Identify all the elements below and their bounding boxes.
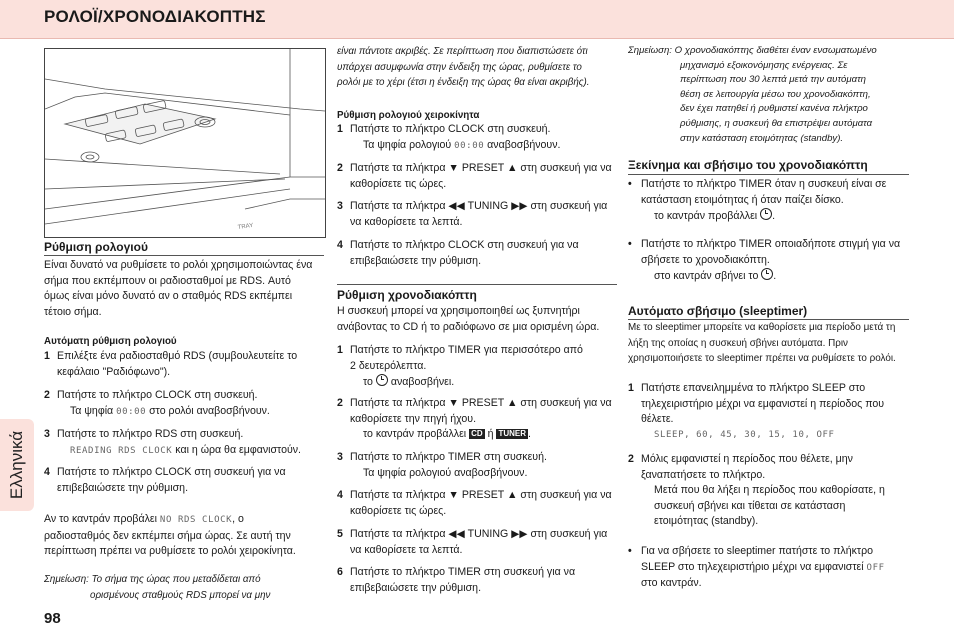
- subheading-auto-clock: Αυτόματη ρύθμιση ρολογιού: [44, 336, 177, 347]
- step-text: Πατήστε το πλήκτρο TIMER οποιαδήποτε στιγμή για να: [641, 238, 901, 250]
- energy-note: [628, 44, 877, 146]
- note-line: είναι πάντοτε ακριβές. Σε περίπτωση που διαπιστώσετε ότι: [337, 46, 588, 57]
- step-text: Πατήστε το πλήκτρο CLOCK στη συσκευή.: [57, 389, 258, 401]
- lcd-display-text: 00:00: [454, 140, 485, 151]
- step-text: το καντράν προβάλλει: [363, 428, 470, 440]
- step-text: επιβεβαιώσετε την ρύθμιση.: [57, 481, 189, 494]
- step-text: .: [772, 210, 776, 222]
- timer-clock-icon: [376, 374, 388, 386]
- subheading-manual-clock: Ρύθμιση ρολογιού χειροκίνητα: [337, 110, 480, 121]
- step-text: SLEEP στο τηλεχειριστήριο μέχρι να εμφανιστεί: [641, 560, 867, 573]
- step-text: Πατήστε το πλήκτρο TIMER στη συσκευή για να: [350, 566, 576, 578]
- note-continuation: [337, 44, 590, 91]
- step-number: 5: [337, 528, 343, 540]
- text-line: ραδιοσταθμός δεν εκπέμπει σήμα ώρας. Σε αυτή την: [44, 529, 291, 542]
- step-text: ξαναπατήσετε το πλήκτρο.: [641, 468, 766, 481]
- step-text: Μετά που θα λήξει η περίοδος που καθορίσατε, η: [654, 484, 885, 496]
- step-number: 4: [337, 489, 343, 501]
- heading-rule: [628, 174, 909, 175]
- section-heading-sleeptimer: Αυτόματο σβήσιμο (sleeptimer): [628, 304, 808, 318]
- manual-step-3: [337, 199, 607, 230]
- step-text: καθορίσετε τις ώρες.: [350, 504, 447, 517]
- step-text: επιβεβαιώσετε την ρύθμιση.: [350, 581, 482, 594]
- step-text: καθορίσετε τις ώρες.: [350, 177, 447, 190]
- rds-note: [44, 572, 270, 603]
- step-text: να καθορίσετε τα λεπτά.: [350, 215, 463, 228]
- sleep-step-1: [628, 381, 884, 443]
- step-number: 2: [337, 162, 343, 174]
- sleep-step-2: [628, 452, 885, 530]
- step-number: 2: [628, 453, 634, 465]
- lcd-display-text: OFF: [866, 562, 885, 573]
- step-text: σβήσετε το χρονοδιακόπτη.: [641, 253, 770, 266]
- step-text: Πατήστε τα πλήκτρα ▼ PRESET ▲ στη συσκευή για να: [350, 489, 612, 501]
- section-rule: [337, 284, 617, 285]
- step-text: Τα ψηφία: [70, 404, 117, 417]
- text-line: περίπτωση πρέπει να ρυθμίσετε το ρολόι χειροκίνητα.: [44, 545, 296, 557]
- step-text: Μόλις εμφανιστεί η περίοδος που θέλετε, μην: [641, 453, 853, 465]
- step-text: Πατήστε τα πλήκτρα ▼ PRESET ▲ στη συσκευή για να: [350, 162, 612, 174]
- step-number: 2: [337, 397, 343, 409]
- text-line: ανάβοντας το CD ή το ραδιόφωνο σε μια ορισμένη ώρα.: [337, 320, 600, 333]
- note-line: υπάρχει ασυμφωνία στην ένδειξη της ώρας, ρυθμίσετε το: [337, 61, 582, 73]
- note-line: περίπτωση που 30 λεπτά μετά την αυτόματη: [680, 74, 867, 86]
- step-text: στο καντράν.: [641, 577, 702, 589]
- step-text: Πατήστε το πλήκτρο CLOCK στη συσκευή.: [350, 123, 551, 135]
- page-number: 98: [44, 610, 61, 627]
- step-text: ή: [484, 428, 497, 440]
- step-text: Για να σβήσετε το sleeptimer πατήστε το πλήκτρο: [641, 545, 873, 557]
- step-text: κατάσταση ετοιμότητας ή όταν παίζει δίσκο.: [641, 193, 844, 206]
- cd-badge: CD: [471, 429, 483, 438]
- section-heading-timer-onoff: Ξεκίνημα και σβήσιμο του χρονοδιακόπτη: [628, 158, 868, 172]
- lcd-display-text: NO RDS CLOCK: [159, 515, 233, 525]
- lcd-display-text: 00:00: [116, 406, 147, 417]
- step-number: 4: [44, 466, 50, 478]
- step-text: Πατήστε το πλήκτρο TIMER για περισσότερο από: [350, 344, 583, 356]
- device-illustration: [44, 48, 326, 238]
- manual-step-2: [337, 161, 612, 192]
- sleeptimer-intro: [628, 320, 896, 367]
- note-line: δεν έχει πατηθεί ή ρυθμιστεί κανένα πλήκτρο: [680, 103, 868, 115]
- text-line: όμως είναι μόνο δυνατό αν ο σταθμός RDS εκπέμπει: [44, 290, 293, 302]
- step-number: 1: [337, 344, 343, 356]
- step-text: .: [773, 270, 777, 282]
- manual-step-4: [337, 238, 579, 269]
- timer-bullet-2: [628, 237, 900, 285]
- note-line: στην κατάσταση ετοιμότητας (standby).: [680, 132, 844, 144]
- step-text: στο καντράν σβήνει το: [654, 270, 762, 282]
- note-line: θέση σε λειτουργία μέσω του χρονοδιακόπτη,: [680, 88, 871, 100]
- step-text: Πατήστε το πλήκτρο RDS στη συσκευή.: [57, 428, 244, 440]
- language-tab-label: Ελληνικά: [7, 430, 26, 500]
- bullet-icon: •: [628, 238, 632, 250]
- step-number: 4: [337, 239, 343, 251]
- note-line: Σημείωση: Το σήμα της ώρας που μεταδίδεται από: [44, 574, 261, 585]
- bullet-icon: •: [628, 545, 632, 557]
- device-drawing: [45, 49, 325, 237]
- timer-step-2: [337, 396, 612, 443]
- note-line: ρύθμισης, η συσκευή θα επιστρέψει αυτόματα: [680, 117, 873, 129]
- bullet-icon: •: [628, 178, 632, 190]
- sleep-bullet-off: [628, 544, 885, 592]
- lcd-display-text: READING RDS CLOCK: [70, 445, 173, 456]
- lcd-display-text: SLEEP, 60, 45, 30, 15, 10, OFF: [654, 429, 835, 440]
- step-text: να καθορίσετε τα λεπτά.: [350, 543, 463, 556]
- step-number: 2: [44, 389, 50, 401]
- no-rds-paragraph: [44, 512, 296, 560]
- timer-step-5: [337, 527, 607, 558]
- auto-step-2: [44, 388, 270, 420]
- step-number: 1: [337, 123, 343, 135]
- text-span: Αν το καντράν προβάλει: [44, 513, 160, 525]
- step-number: 3: [337, 451, 343, 463]
- step-text: .: [528, 428, 531, 440]
- section-heading-clock: Ρύθμιση ρολογιού: [44, 240, 148, 254]
- timer-step-1: [337, 343, 583, 391]
- step-number: 3: [337, 200, 343, 212]
- section-heading-timer: Ρύθμιση χρονοδιακόπτη: [337, 288, 477, 302]
- step-number: 1: [44, 350, 50, 362]
- step-text: καθορίσετε την πηγή ήχου.: [350, 412, 477, 425]
- step-text: Πατήστε επανειλημμένα το πλήκτρο SLEEP στο: [641, 382, 866, 394]
- step-text: Πατήστε το πλήκτρο CLOCK στη συσκευή για να: [350, 239, 579, 251]
- step-text: Πατήστε τα πλήκτρα ▼ PRESET ▲ στη συσκευή για να: [350, 397, 612, 409]
- step-text: Τα ψηφία ρολογιού: [363, 138, 455, 151]
- step-text: στο ρολόι αναβοσβήνουν.: [146, 404, 270, 417]
- step-text: θέλετε.: [641, 413, 674, 425]
- text-line: λήξη της οποίας η συσκευή σβήνει αυτόματα. Πριν: [628, 337, 848, 349]
- text-line: Η συσκευή μπορεί να χρησιμοποιηθεί ως ξυπνητήρι: [337, 305, 580, 317]
- auto-step-1: [44, 349, 297, 380]
- step-text: κεφάλαιο "Ραδιόφωνο").: [57, 365, 171, 378]
- auto-step-4: [44, 465, 286, 496]
- step-text: τηλεχειριστήριο μέχρι να εμφανιστεί η περίοδος που: [641, 397, 885, 410]
- timer-step-3: [337, 450, 547, 481]
- step-text: Πατήστε τα πλήκτρα ◀◀ TUNING ▶▶ στη συσκευή για: [350, 528, 608, 540]
- timer-step-6: [337, 565, 575, 596]
- tuner-badge: TUNER: [498, 429, 526, 438]
- step-number: 6: [337, 566, 343, 578]
- step-text: επιβεβαιώσετε την ρύθμιση.: [350, 254, 482, 267]
- step-number: 3: [44, 428, 50, 440]
- step-text: Τα ψηφία ρολογιού αναβοσβήνουν.: [363, 466, 528, 479]
- step-text: αναβοσβήνουν.: [484, 138, 561, 151]
- step-text: 2 δευτερόλεπτα.: [350, 359, 427, 372]
- note-line: ρολόι με το χέρι (έτσι η ένδειξη της ώρας θα είναι ακριβής).: [337, 77, 590, 88]
- timer-clock-icon: [761, 268, 773, 280]
- text-line: Είναι δυνατό να ρυθμίσετε το ρολόι χρησιμοποιώντας ένα: [44, 259, 313, 271]
- manual-step-1: [337, 122, 560, 154]
- step-text: συσκευή σβήνει και τίθεται σε κατάσταση: [654, 499, 846, 512]
- note-line: μηχανισμό εξοικονόμησης ενέργειας. Σε: [680, 59, 848, 71]
- timer-intro: [337, 304, 599, 335]
- step-text: Πατήστε το πλήκτρο TIMER όταν η συσκευή είναι σε: [641, 178, 887, 190]
- text-line: τέτοιο σήμα.: [44, 305, 102, 318]
- timer-bullet-1: [628, 177, 886, 225]
- page-header: [0, 0, 954, 39]
- note-line: Σημείωση: Ο χρονοδιακόπτης διαθέτει έναν ενσωματωμένο: [628, 45, 877, 56]
- heading-rule: [44, 255, 324, 256]
- note-line: ορισμένους σταθμούς RDS μπορεί να μην: [90, 589, 271, 601]
- step-text: το καντράν προβάλλει: [654, 210, 761, 222]
- step-text: Πατήστε το πλήκτρο CLOCK στη συσκευή για να: [57, 466, 286, 478]
- auto-step-3: [44, 427, 301, 459]
- timer-step-4: [337, 488, 612, 519]
- step-text: ετοιμότητας (standby).: [654, 515, 759, 527]
- tray-label: TRAY: [237, 222, 254, 231]
- step-text: αναβοσβήνει.: [387, 376, 455, 388]
- step-text: Πατήστε τα πλήκτρα ◀◀ TUNING ▶▶ στη συσκευή για: [350, 200, 608, 212]
- step-text: το: [363, 376, 376, 388]
- step-number: 1: [628, 382, 634, 394]
- language-tab: [0, 419, 34, 511]
- step-text: και η ώρα θα εμφανιστούν.: [172, 443, 301, 456]
- step-text: Πατήστε το πλήκτρο TIMER στη συσκευή.: [350, 451, 547, 463]
- text-line: Με το sleeptimer μπορείτε να καθορίσετε μια περίοδο μετά τη: [628, 322, 896, 333]
- text-line: χρησιμοποιήσετε το sleeptimer πρέπει να ρυθμίσετε το ρολόι.: [628, 353, 896, 364]
- text-line: σήμα που εκπέμπουν οι ραδιοσταθμοί με RDS. Αυτό: [44, 274, 291, 287]
- clock-intro: [44, 258, 312, 320]
- page-title: ΡΟΛΟΪ/ΧΡΟΝΟΔΙΑΚΟΠΤΗΣ: [44, 7, 266, 26]
- text-span: , ο: [232, 513, 244, 525]
- timer-clock-icon: [760, 208, 772, 220]
- step-text: Επιλέξτε ένα ραδιοσταθμό RDS (συμβουλευτείτε το: [57, 350, 298, 362]
